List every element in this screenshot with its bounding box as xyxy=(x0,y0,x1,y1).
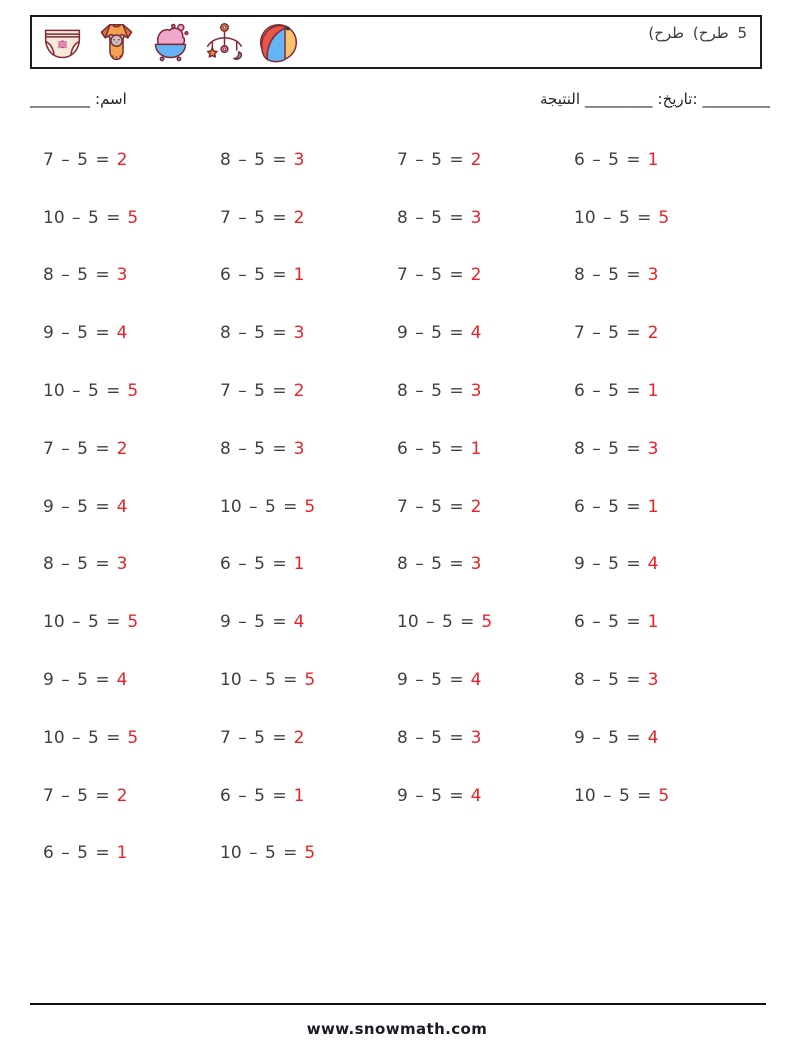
problem-answer: 3 xyxy=(293,438,305,459)
math-problem xyxy=(561,381,766,401)
problem-answer: 3 xyxy=(470,727,482,748)
problem-answer: 5 xyxy=(481,612,493,633)
math-problem xyxy=(384,554,561,574)
problem-expression: 9 – 5 = xyxy=(397,323,464,344)
date-blank: _________ xyxy=(702,90,770,108)
math-problem xyxy=(561,150,766,170)
footer-divider xyxy=(30,1003,766,1005)
name-field xyxy=(30,90,127,108)
problem-expression: 10 – 5 = xyxy=(43,612,121,633)
problem-expression: 9 – 5 = xyxy=(43,670,110,691)
problem-expression: 8 – 5 = xyxy=(220,149,287,170)
result-label: النتيجة xyxy=(539,90,581,108)
problem-expression: 8 – 5 = xyxy=(397,207,464,228)
problem-expression: 9 – 5 = xyxy=(397,785,464,806)
problem-answer: 2 xyxy=(293,207,305,228)
problem-answer: 4 xyxy=(470,785,482,806)
problem-answer: 5 xyxy=(304,496,316,517)
problem-answer: 2 xyxy=(116,438,128,459)
problem-expression: 7 – 5 = xyxy=(220,207,287,228)
problem-answer: 5 xyxy=(127,612,139,633)
math-problem xyxy=(30,265,207,285)
math-problem xyxy=(207,150,384,170)
baby-onesie-icon xyxy=(94,20,139,65)
problem-answer: 1 xyxy=(647,381,659,402)
sheet-title-token: (طرح xyxy=(692,24,729,42)
problem-answer: 3 xyxy=(293,323,305,344)
problem-answer: 3 xyxy=(116,554,128,575)
math-problem xyxy=(561,554,766,574)
result-date-fields xyxy=(540,90,770,108)
problem-answer: 3 xyxy=(470,381,482,402)
problem-answer: 1 xyxy=(116,843,128,864)
problem-answer: 3 xyxy=(647,670,659,691)
math-problem xyxy=(30,381,207,401)
problem-answer: 2 xyxy=(293,727,305,748)
problem-expression: 9 – 5 = xyxy=(574,554,641,575)
problem-expression: 6 – 5 = xyxy=(574,612,641,633)
math-problem xyxy=(384,728,561,748)
math-problem xyxy=(30,323,207,343)
baby-bowl-icon xyxy=(148,20,193,65)
problem-expression: 8 – 5 = xyxy=(220,438,287,459)
problem-expression: 7 – 5 = xyxy=(397,149,464,170)
math-problem xyxy=(207,208,384,228)
math-problem xyxy=(30,497,207,517)
math-problem xyxy=(384,439,561,459)
problem-answer: 3 xyxy=(116,265,128,286)
math-problem xyxy=(207,323,384,343)
problem-expression: 9 – 5 = xyxy=(397,670,464,691)
math-problem xyxy=(561,728,766,748)
math-problem xyxy=(207,381,384,401)
math-problem xyxy=(384,786,561,806)
problem-answer: 1 xyxy=(293,785,305,806)
problem-answer: 5 xyxy=(304,843,316,864)
header-icon-row xyxy=(40,20,301,65)
problem-answer: 1 xyxy=(647,496,659,517)
problem-answer: 1 xyxy=(470,438,482,459)
math-problem xyxy=(30,208,207,228)
problem-answer: 1 xyxy=(647,149,659,170)
sheet-title-token: (طرح xyxy=(648,24,685,42)
problem-expression: 10 – 5 = xyxy=(574,207,652,228)
problem-answer: 1 xyxy=(293,554,305,575)
math-problem xyxy=(384,265,561,285)
name-blank: ________ xyxy=(30,90,90,108)
problem-answer: 2 xyxy=(647,323,659,344)
problem-answer: 4 xyxy=(647,554,659,575)
beach-ball-icon xyxy=(256,20,301,65)
math-problem xyxy=(30,728,207,748)
problem-expression: 6 – 5 = xyxy=(574,496,641,517)
problem-answer: 2 xyxy=(116,785,128,806)
math-problem xyxy=(384,381,561,401)
math-problem xyxy=(207,265,384,285)
math-problem xyxy=(207,439,384,459)
problems-grid xyxy=(30,131,766,882)
sheet-title xyxy=(644,24,747,42)
result-blank: _________ xyxy=(585,90,653,108)
problem-expression: 10 – 5 = xyxy=(397,612,475,633)
problem-expression: 9 – 5 = xyxy=(43,323,110,344)
math-problem xyxy=(207,497,384,517)
problem-expression: 7 – 5 = xyxy=(397,265,464,286)
problem-expression: 8 – 5 = xyxy=(43,554,110,575)
problem-expression: 6 – 5 = xyxy=(43,843,110,864)
problem-expression: 8 – 5 = xyxy=(574,670,641,691)
problem-expression: 10 – 5 = xyxy=(43,381,121,402)
diaper-icon xyxy=(40,20,85,65)
problem-expression: 6 – 5 = xyxy=(397,438,464,459)
problem-answer: 4 xyxy=(116,323,128,344)
problem-expression: 6 – 5 = xyxy=(220,554,287,575)
math-problem xyxy=(30,670,207,690)
problem-expression: 9 – 5 = xyxy=(574,727,641,748)
problem-expression: 10 – 5 = xyxy=(574,785,652,806)
problem-expression: 7 – 5 = xyxy=(43,438,110,459)
problem-answer: 4 xyxy=(470,670,482,691)
problem-expression: 6 – 5 = xyxy=(574,381,641,402)
math-problem xyxy=(30,786,207,806)
math-problem xyxy=(207,554,384,574)
problem-answer: 2 xyxy=(116,149,128,170)
math-problem xyxy=(561,208,766,228)
problem-answer: 1 xyxy=(647,612,659,633)
math-problem xyxy=(384,612,561,632)
problem-expression: 9 – 5 = xyxy=(43,496,110,517)
problem-expression: 7 – 5 = xyxy=(574,323,641,344)
problem-expression: 8 – 5 = xyxy=(574,438,641,459)
problem-expression: 10 – 5 = xyxy=(43,207,121,228)
problem-expression: 10 – 5 = xyxy=(220,496,298,517)
problem-expression: 6 – 5 = xyxy=(220,785,287,806)
crib-mobile-icon xyxy=(202,20,247,65)
problem-answer: 2 xyxy=(470,496,482,517)
problem-expression: 9 – 5 = xyxy=(220,612,287,633)
math-problem xyxy=(207,728,384,748)
problem-answer: 2 xyxy=(470,149,482,170)
math-problem xyxy=(561,786,766,806)
math-problem xyxy=(207,612,384,632)
problem-expression: 7 – 5 = xyxy=(43,785,110,806)
math-problem xyxy=(561,612,766,632)
problem-answer: 4 xyxy=(116,670,128,691)
math-problem xyxy=(384,323,561,343)
problem-expression: 8 – 5 = xyxy=(397,727,464,748)
footer-website-url: www.snowmath.com xyxy=(306,1020,488,1038)
math-problem xyxy=(384,208,561,228)
problem-expression: 10 – 5 = xyxy=(220,670,298,691)
math-problem xyxy=(30,843,207,863)
problem-answer: 4 xyxy=(116,496,128,517)
problem-expression: 6 – 5 = xyxy=(220,265,287,286)
math-problem xyxy=(561,323,766,343)
problem-expression: 10 – 5 = xyxy=(220,843,298,864)
math-problem xyxy=(30,554,207,574)
header-box xyxy=(30,15,762,69)
math-problem xyxy=(561,670,766,690)
problem-expression: 7 – 5 = xyxy=(220,381,287,402)
problem-answer: 3 xyxy=(293,149,305,170)
fields-row xyxy=(30,90,770,114)
math-problem xyxy=(561,439,766,459)
problem-answer: 5 xyxy=(127,207,139,228)
name-label: :اسم xyxy=(95,90,127,108)
problem-answer: 5 xyxy=(658,785,670,806)
problem-answer: 5 xyxy=(127,727,139,748)
math-problem xyxy=(207,843,384,863)
math-problem xyxy=(561,497,766,517)
problem-answer: 3 xyxy=(470,207,482,228)
math-problem xyxy=(30,612,207,632)
math-problem xyxy=(384,670,561,690)
math-problem xyxy=(207,786,384,806)
problem-expression: 10 – 5 = xyxy=(43,727,121,748)
date-label: :تاريخ: xyxy=(657,90,698,108)
math-problem xyxy=(30,439,207,459)
problem-answer: 5 xyxy=(304,670,316,691)
problem-expression: 8 – 5 = xyxy=(397,554,464,575)
problem-expression: 8 – 5 = xyxy=(397,381,464,402)
problem-answer: 5 xyxy=(127,381,139,402)
problem-answer: 3 xyxy=(647,438,659,459)
problem-answer: 4 xyxy=(470,323,482,344)
math-problem xyxy=(384,497,561,517)
math-problem xyxy=(384,150,561,170)
problem-answer: 3 xyxy=(470,554,482,575)
sheet-title-token: 5 xyxy=(737,24,747,42)
problem-expression: 7 – 5 = xyxy=(220,727,287,748)
problem-answer: 2 xyxy=(470,265,482,286)
math-problem xyxy=(561,265,766,285)
problem-expression: 8 – 5 = xyxy=(220,323,287,344)
math-problem xyxy=(30,150,207,170)
problem-expression: 8 – 5 = xyxy=(43,265,110,286)
problem-answer: 1 xyxy=(293,265,305,286)
problem-expression: 6 – 5 = xyxy=(574,149,641,170)
math-problem xyxy=(207,670,384,690)
problem-expression: 7 – 5 = xyxy=(397,496,464,517)
problem-answer: 4 xyxy=(647,727,659,748)
problem-answer: 5 xyxy=(658,207,670,228)
problem-answer: 3 xyxy=(647,265,659,286)
problem-expression: 8 – 5 = xyxy=(574,265,641,286)
problem-answer: 4 xyxy=(293,612,305,633)
problem-expression: 7 – 5 = xyxy=(43,149,110,170)
problem-answer: 2 xyxy=(293,381,305,402)
